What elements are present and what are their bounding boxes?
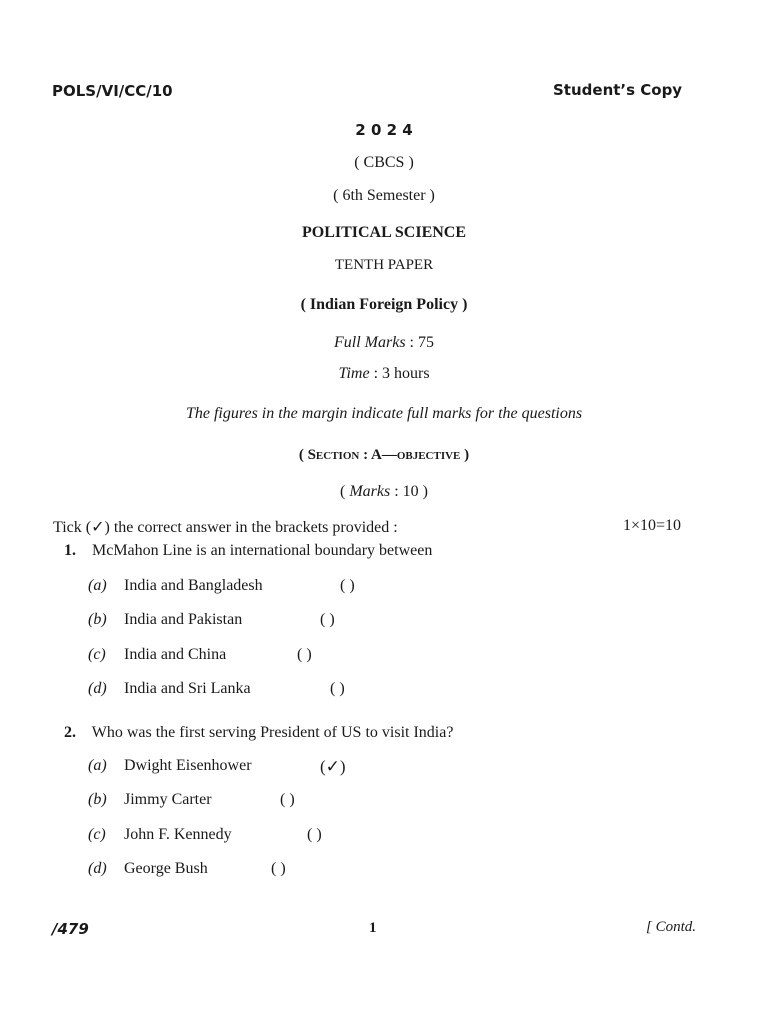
full-marks-value: : 75 xyxy=(409,334,434,351)
option-text: India and Bangladesh xyxy=(124,577,263,594)
q1-a-bracket[interactable]: ( ) xyxy=(340,577,355,594)
section-title-main: Section : A—objective xyxy=(307,447,461,463)
option-text: India and China xyxy=(124,646,227,663)
section-marks-open: ( xyxy=(340,483,350,500)
option-letter: (d) xyxy=(88,860,107,877)
option-letter: (b) xyxy=(88,791,107,808)
q2-d-bracket[interactable]: ( ) xyxy=(271,860,286,877)
exam-paper: TENTH PAPER xyxy=(334,257,434,273)
option-text: India and Pakistan xyxy=(124,611,243,628)
q2-a-bracket-ticked[interactable]: (✓) xyxy=(320,757,346,776)
q2-option-d xyxy=(88,860,208,878)
footer-code: /479 xyxy=(52,920,89,938)
option-letter: (c) xyxy=(88,826,106,843)
exam-subject: POLITICAL SCIENCE xyxy=(301,224,467,241)
q2-option-a xyxy=(88,757,252,775)
option-letter: (a) xyxy=(88,577,107,594)
q1-c-bracket[interactable]: ( ) xyxy=(297,646,312,663)
q1-d-bracket[interactable]: ( ) xyxy=(330,680,345,697)
marks-formula: 1×10=10 xyxy=(623,517,682,534)
q2-c-bracket[interactable]: ( ) xyxy=(307,826,322,843)
q2-option-c xyxy=(88,826,232,844)
section-marks xyxy=(0,483,768,501)
exam-year: 2 0 2 4 xyxy=(355,121,413,139)
option-text: Dwight Eisenhower xyxy=(124,757,252,774)
question-2 xyxy=(64,724,453,742)
page-number: 1 xyxy=(369,920,377,936)
question-number: 1. xyxy=(64,542,76,559)
option-letter: (b) xyxy=(88,611,107,628)
paper-code: POLS/VI/CC/10 xyxy=(52,82,173,100)
question-number: 2. xyxy=(64,724,76,741)
option-letter: (d) xyxy=(88,680,107,697)
option-text: George Bush xyxy=(124,860,208,877)
contd-label: [ Contd. xyxy=(646,919,697,935)
q1-option-c xyxy=(88,646,226,664)
option-letter: (a) xyxy=(88,757,107,774)
q1-option-b xyxy=(88,611,242,629)
option-text: India and Sri Lanka xyxy=(124,680,251,697)
q2-option-b xyxy=(88,791,212,809)
full-marks-label: Full Marks xyxy=(334,334,406,351)
option-text: Jimmy Carter xyxy=(124,791,212,808)
exam-scheme: ( CBCS ) xyxy=(354,154,414,171)
option-text: John F. Kennedy xyxy=(124,826,232,843)
section-instruction: Tick (✓) the correct answer in the brackets provided : xyxy=(53,519,398,536)
paper-title: ( Indian Foreign Policy ) xyxy=(300,296,468,313)
copy-label: Student’s Copy xyxy=(553,81,683,99)
q2-b-bracket[interactable]: ( ) xyxy=(280,791,295,808)
question-text: Who was the first serving President of US to visit India? xyxy=(91,724,454,741)
exam-semester: ( 6th Semester ) xyxy=(333,187,435,204)
section-title-close: ) xyxy=(460,447,470,463)
q1-b-bracket[interactable]: ( ) xyxy=(320,611,335,628)
q1-option-a xyxy=(88,577,263,595)
section-marks-value: : 10 ) xyxy=(394,483,428,500)
section-title xyxy=(0,447,768,464)
full-marks xyxy=(0,334,768,352)
question-text: McMahon Line is an international boundary between xyxy=(92,542,433,559)
exam-time xyxy=(0,365,768,383)
time-label: Time xyxy=(338,365,370,382)
section-title-open: ( xyxy=(298,447,308,463)
question-1 xyxy=(64,542,432,560)
option-letter: (c) xyxy=(88,646,106,663)
q1-option-d xyxy=(88,680,251,698)
section-marks-label: Marks xyxy=(349,483,391,500)
time-value: : 3 hours xyxy=(373,365,430,382)
margin-instruction: The figures in the margin indicate full marks for the questions xyxy=(185,405,583,422)
